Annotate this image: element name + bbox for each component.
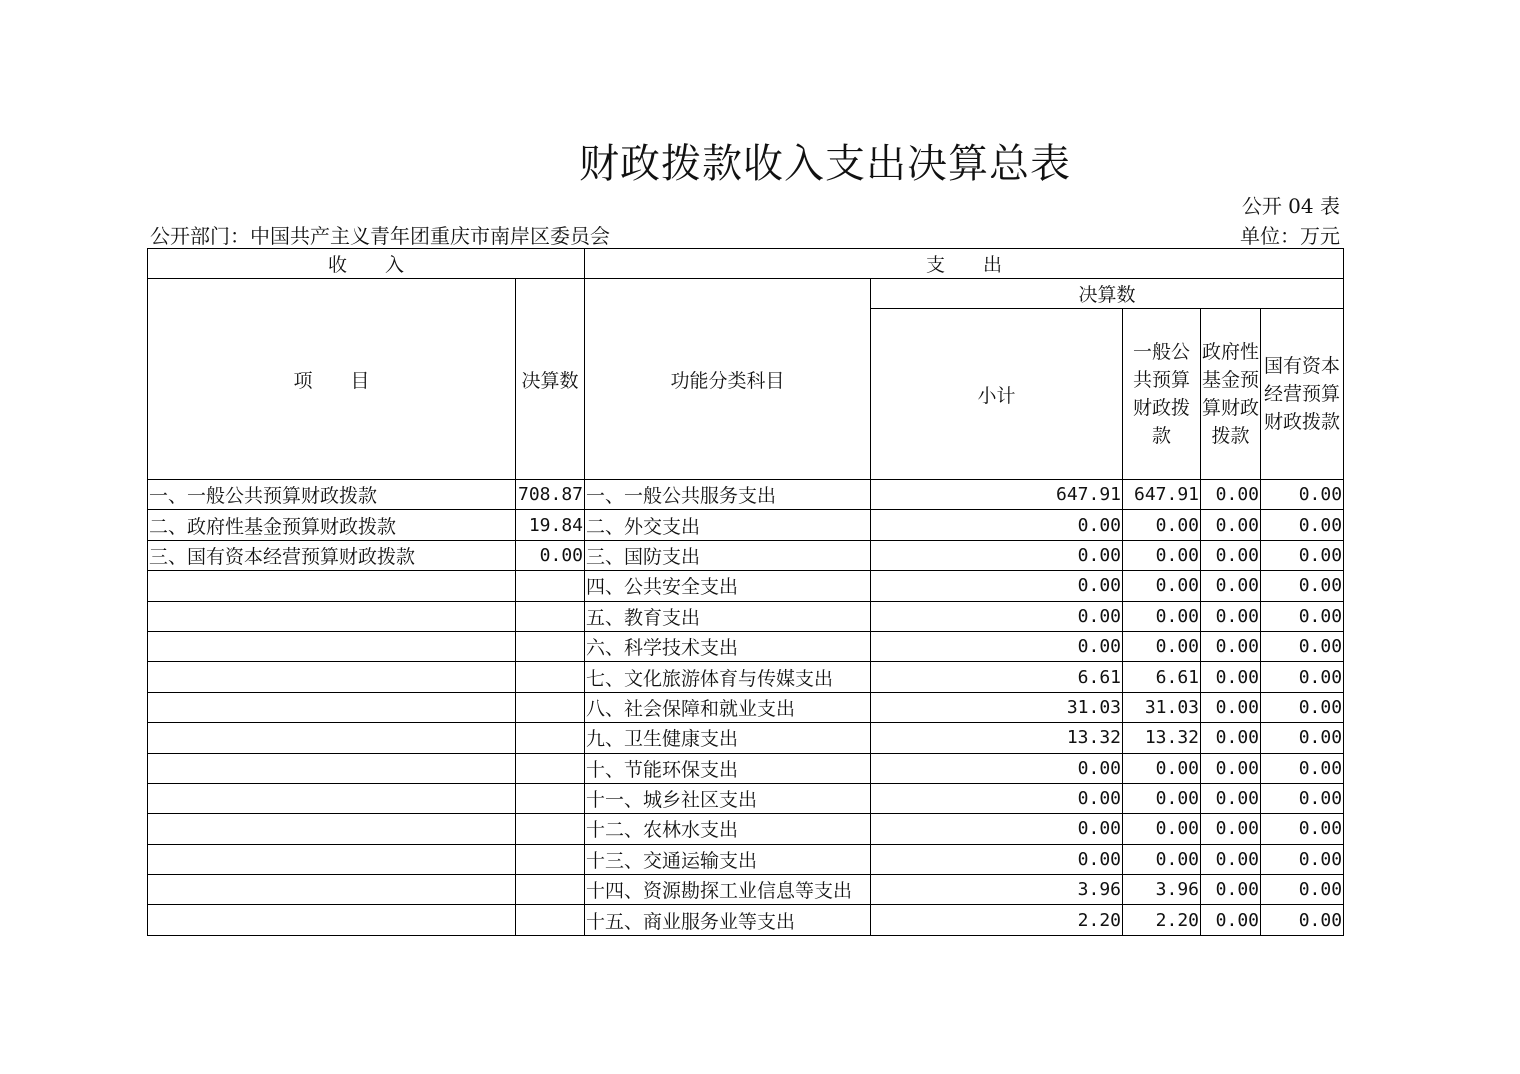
expense-general: 0.00 <box>1123 814 1201 844</box>
expense-item: 五、教育支出 <box>585 601 871 631</box>
expense-general: 6.61 <box>1123 662 1201 692</box>
expense-fund: 0.00 <box>1201 631 1261 661</box>
table-row <box>148 510 1344 540</box>
table-row <box>148 905 1344 935</box>
income-item <box>148 571 516 601</box>
income-item <box>148 601 516 631</box>
income-amount <box>516 692 585 722</box>
expense-general: 0.00 <box>1123 753 1201 783</box>
expense-subtotal: 0.00 <box>871 571 1123 601</box>
table-row <box>148 480 1344 510</box>
expense-subtotal: 0.00 <box>871 753 1123 783</box>
form-number: 公开 04 表 <box>1241 194 1340 218</box>
expense-capital: 0.00 <box>1261 692 1344 722</box>
expense-general: 0.00 <box>1123 510 1201 540</box>
expense-general: 0.00 <box>1123 540 1201 570</box>
expense-capital: 0.00 <box>1261 571 1344 601</box>
expense-capital: 0.00 <box>1261 480 1344 510</box>
expense-capital: 0.00 <box>1261 723 1344 753</box>
general-budget-header: 一般公共预算财政拨款 <box>1123 309 1201 480</box>
income-amount <box>516 571 585 601</box>
income-item: 二、政府性基金预算财政拨款 <box>148 510 516 540</box>
expense-fund: 0.00 <box>1201 692 1261 722</box>
income-item <box>148 783 516 813</box>
expense-subtotal: 0.00 <box>871 601 1123 631</box>
expense-item: 七、文化旅游体育与传媒支出 <box>585 662 871 692</box>
expense-subtotal: 13.32 <box>871 723 1123 753</box>
expense-subtotal: 647.91 <box>871 480 1123 510</box>
table-row <box>148 783 1344 813</box>
expense-fund: 0.00 <box>1201 662 1261 692</box>
expense-general: 13.32 <box>1123 723 1201 753</box>
expense-capital: 0.00 <box>1261 844 1344 874</box>
expense-item: 十二、农林水支出 <box>585 814 871 844</box>
expense-capital: 0.00 <box>1261 905 1344 935</box>
expense-capital: 0.00 <box>1261 510 1344 540</box>
expense-fund: 0.00 <box>1201 905 1261 935</box>
table-row <box>148 571 1344 601</box>
expense-item: 一、一般公共服务支出 <box>585 480 871 510</box>
expense-item: 十、节能环保支出 <box>585 753 871 783</box>
function-class-header: 功能分类科目 <box>585 279 871 480</box>
table-row <box>148 723 1344 753</box>
income-amount <box>516 783 585 813</box>
income-item <box>148 844 516 874</box>
income-amount <box>516 753 585 783</box>
expense-general: 0.00 <box>1123 631 1201 661</box>
expense-item: 九、卫生健康支出 <box>585 723 871 753</box>
expense-subtotal: 0.00 <box>871 510 1123 540</box>
expense-item: 二、外交支出 <box>585 510 871 540</box>
expense-subtotal: 0.00 <box>871 540 1123 570</box>
item-header: 项 目 <box>148 279 516 480</box>
expense-capital: 0.00 <box>1261 540 1344 570</box>
expense-header: 支 出 <box>585 249 1344 279</box>
page-title: 财政拨款收入支出决算总表 <box>579 141 1071 187</box>
table-row <box>148 814 1344 844</box>
expense-fund: 0.00 <box>1201 601 1261 631</box>
expense-item: 三、国防支出 <box>585 540 871 570</box>
expense-capital: 0.00 <box>1261 783 1344 813</box>
income-amount: 19.84 <box>516 510 585 540</box>
income-item <box>148 692 516 722</box>
expense-general: 0.00 <box>1123 601 1201 631</box>
expense-subtotal: 0.00 <box>871 814 1123 844</box>
income-amount <box>516 814 585 844</box>
expense-capital: 0.00 <box>1261 875 1344 905</box>
income-item <box>148 662 516 692</box>
expense-subtotal: 31.03 <box>871 692 1123 722</box>
income-amount: 708.87 <box>516 480 585 510</box>
expense-item: 十一、城乡社区支出 <box>585 783 871 813</box>
income-amount <box>516 905 585 935</box>
expense-general: 647.91 <box>1123 480 1201 510</box>
expense-fund: 0.00 <box>1201 540 1261 570</box>
income-item <box>148 905 516 935</box>
expense-general: 3.96 <box>1123 875 1201 905</box>
table-row <box>148 601 1344 631</box>
department-label: 公开部门：中国共产主义青年团重庆市南岸区委员会 <box>150 224 610 248</box>
expense-item: 六、科学技术支出 <box>585 631 871 661</box>
expense-item: 十四、资源勘探工业信息等支出 <box>585 875 871 905</box>
table-row <box>148 631 1344 661</box>
income-item <box>148 753 516 783</box>
expense-subtotal: 0.00 <box>871 631 1123 661</box>
expense-capital: 0.00 <box>1261 631 1344 661</box>
income-amount <box>516 844 585 874</box>
expense-capital: 0.00 <box>1261 662 1344 692</box>
expense-item: 四、公共安全支出 <box>585 571 871 601</box>
state-capital-header: 国有资本经营预算财政拨款 <box>1261 309 1344 480</box>
table-row <box>148 692 1344 722</box>
income-amount <box>516 631 585 661</box>
expense-fund: 0.00 <box>1201 814 1261 844</box>
expense-fund: 0.00 <box>1201 875 1261 905</box>
expense-fund: 0.00 <box>1201 783 1261 813</box>
expense-general: 2.20 <box>1123 905 1201 935</box>
expense-fund: 0.00 <box>1201 723 1261 753</box>
expense-fund: 0.00 <box>1201 480 1261 510</box>
table-row <box>148 662 1344 692</box>
table-row <box>148 875 1344 905</box>
expense-fund: 0.00 <box>1201 844 1261 874</box>
income-amount: 0.00 <box>516 540 585 570</box>
income-amount <box>516 601 585 631</box>
expense-capital: 0.00 <box>1261 753 1344 783</box>
expense-general: 0.00 <box>1123 844 1201 874</box>
expense-subtotal: 0.00 <box>871 844 1123 874</box>
expense-fund: 0.00 <box>1201 510 1261 540</box>
table-row <box>148 753 1344 783</box>
income-item <box>148 631 516 661</box>
expense-item: 十五、商业服务业等支出 <box>585 905 871 935</box>
expense-subtotal: 0.00 <box>871 783 1123 813</box>
income-item <box>148 723 516 753</box>
expense-general: 0.00 <box>1123 783 1201 813</box>
expense-item: 八、社会保障和就业支出 <box>585 692 871 722</box>
income-amount <box>516 662 585 692</box>
table-row <box>148 540 1344 570</box>
expense-fund: 0.00 <box>1201 753 1261 783</box>
expense-capital: 0.00 <box>1261 601 1344 631</box>
income-item: 三、国有资本经营预算财政拨款 <box>148 540 516 570</box>
income-item <box>148 814 516 844</box>
income-header: 收 入 <box>148 249 585 279</box>
gov-fund-header: 政府性基金预算财政拨款 <box>1201 309 1261 480</box>
income-amount <box>516 875 585 905</box>
income-amount-header: 决算数 <box>516 279 585 480</box>
unit-label: 单位：万元 <box>1240 224 1340 248</box>
expense-subtotal: 2.20 <box>871 905 1123 935</box>
expense-general: 31.03 <box>1123 692 1201 722</box>
expense-subtotal: 3.96 <box>871 875 1123 905</box>
expense-fund: 0.00 <box>1201 571 1261 601</box>
final-amount-group-header: 决算数 <box>871 279 1344 309</box>
income-amount <box>516 723 585 753</box>
income-item: 一、一般公共预算财政拨款 <box>148 480 516 510</box>
budget-table <box>147 248 1344 936</box>
income-item <box>148 875 516 905</box>
table-row <box>148 844 1344 874</box>
subtotal-header: 小计 <box>871 309 1123 480</box>
expense-capital: 0.00 <box>1261 814 1344 844</box>
expense-item: 十三、交通运输支出 <box>585 844 871 874</box>
expense-general: 0.00 <box>1123 571 1201 601</box>
expense-subtotal: 6.61 <box>871 662 1123 692</box>
